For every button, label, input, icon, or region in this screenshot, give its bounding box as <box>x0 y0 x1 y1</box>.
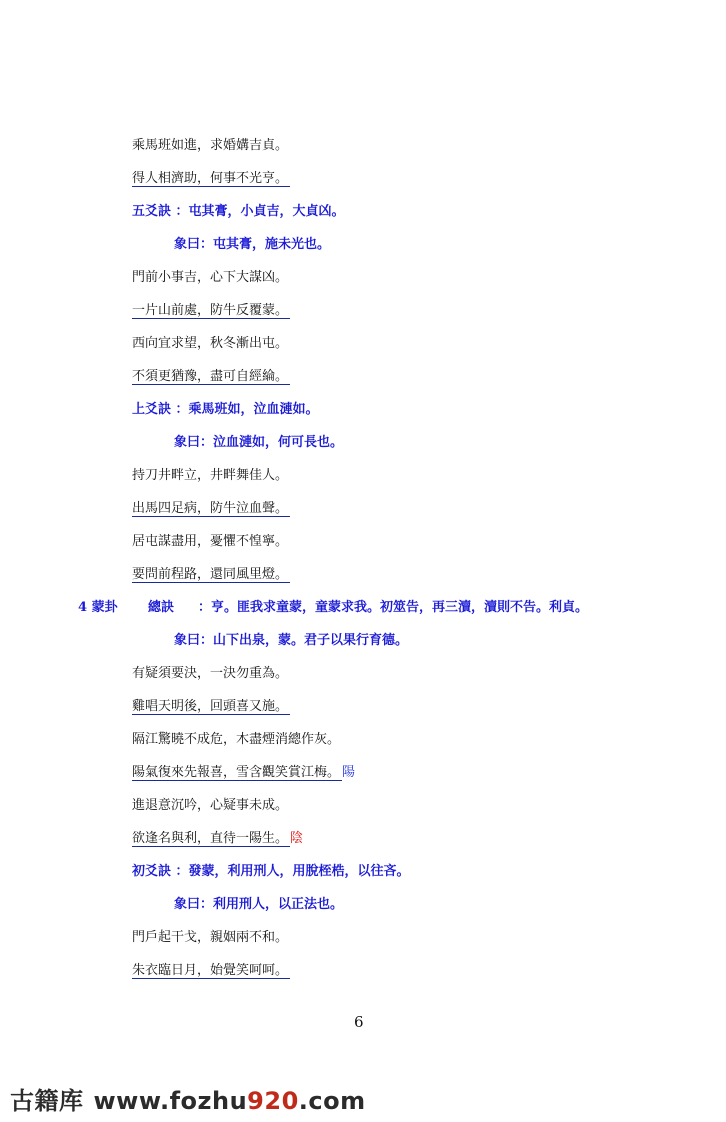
xiang-commentary <box>174 897 343 913</box>
verse-text: 不須更猶豫，盡可自經綸。 <box>132 369 289 384</box>
watermark-url-suffix: .com <box>298 1087 366 1115</box>
xiang-commentary <box>174 633 408 649</box>
verse-line-underlined <box>132 765 355 781</box>
watermark-brand: 古籍库 <box>10 1087 84 1115</box>
verse-text: 居屯謀盡用，憂懼不惶寧。 <box>132 534 289 549</box>
verse-line-underlined <box>132 501 290 517</box>
yin-marker: 陰 <box>290 831 304 846</box>
verse-line-underlined <box>132 567 290 583</box>
verse-text: 陽氣復來先報喜，雪含觀笑賞江梅。 <box>132 765 341 780</box>
verse-text: 朱衣臨日月，始覺笑呵呵。 <box>132 963 289 978</box>
heading-text: 上爻訣 ：乘馬班如，泣血漣如。 <box>132 402 319 417</box>
verse-text: 雞唱天明後，回頭喜又施。 <box>132 699 289 714</box>
site-watermark <box>10 1081 366 1115</box>
hexagram-total-label: 總訣 <box>148 600 175 615</box>
verse-text: 得人相濟助，何事不光亨。 <box>132 171 289 186</box>
commentary-text: 象曰：屯其膏，施未光也。 <box>174 237 331 252</box>
verse-text: 門戶起干戈，親姻兩不和。 <box>132 930 289 945</box>
verse-text: 隔江驚曉不成危，木盡煙消總作灰。 <box>132 732 341 747</box>
verse-text: 持刀井畔立，井畔舞佳人。 <box>132 468 289 483</box>
verse-text: 出馬四足病，防牛泣血聲。 <box>132 501 289 516</box>
hexagram-label: 4 蒙卦 <box>78 600 118 615</box>
verse-text: 有疑須要決，一決勿重為。 <box>132 666 289 681</box>
verse-text: 一片山前處，防牛反覆蒙。 <box>132 303 289 318</box>
verse-line <box>132 534 288 550</box>
verse-text: 乘馬班如進，求婚媾吉貞。 <box>132 138 289 153</box>
yao-heading <box>132 864 410 880</box>
hexagram-judgment: ：亨。匪我求童蒙，童蒙求我。初筮告，再三瀆，瀆則不告。利貞。 <box>198 600 589 615</box>
verse-line-underlined <box>132 831 303 847</box>
yang-marker: 陽 <box>342 765 356 780</box>
verse-line-underlined <box>132 369 290 385</box>
verse-text: 進退意沉吟，心疑事未成。 <box>132 798 289 813</box>
commentary-text: 象曰：泣血漣如，何可長也。 <box>174 435 344 450</box>
verse-text: 欲逢名與利，直待一陽生。 <box>132 831 289 846</box>
verse-line <box>132 138 288 154</box>
verse-line <box>132 336 288 352</box>
verse-line <box>132 666 288 682</box>
verse-text: 要問前程路，還同風里燈。 <box>132 567 289 582</box>
page-number: 6 <box>354 1013 364 1031</box>
verse-line-underlined <box>132 303 290 319</box>
verse-line <box>132 468 288 484</box>
verse-line <box>132 270 288 286</box>
xiang-commentary <box>174 435 343 451</box>
verse-line <box>132 930 288 946</box>
heading-text: 五爻訣 ：屯其膏，小貞吉，大貞凶。 <box>132 204 345 219</box>
commentary-text: 象曰：山下出泉，蒙。君子以果行育德。 <box>174 633 409 648</box>
verse-line <box>132 798 288 814</box>
verse-text: 門前小事吉，心下大謀凶。 <box>132 270 289 285</box>
verse-text: 西向宜求望，秋冬漸出屯。 <box>132 336 289 351</box>
hexagram-heading <box>78 600 588 616</box>
xiang-commentary <box>174 237 330 253</box>
heading-text: 初爻訣 ：發蒙，利用刑人，用脫桎梏，以往吝。 <box>132 864 410 879</box>
watermark-url-highlight: 920 <box>247 1087 299 1115</box>
verse-line-underlined <box>132 171 290 187</box>
verse-line-underlined <box>132 699 290 715</box>
watermark-url-prefix: www.fozhu <box>93 1087 248 1115</box>
yao-heading <box>132 204 345 220</box>
verse-line <box>132 732 340 748</box>
commentary-text: 象曰：利用刑人，以正法也。 <box>174 897 344 912</box>
verse-line-underlined <box>132 963 290 979</box>
yao-heading <box>132 402 319 418</box>
